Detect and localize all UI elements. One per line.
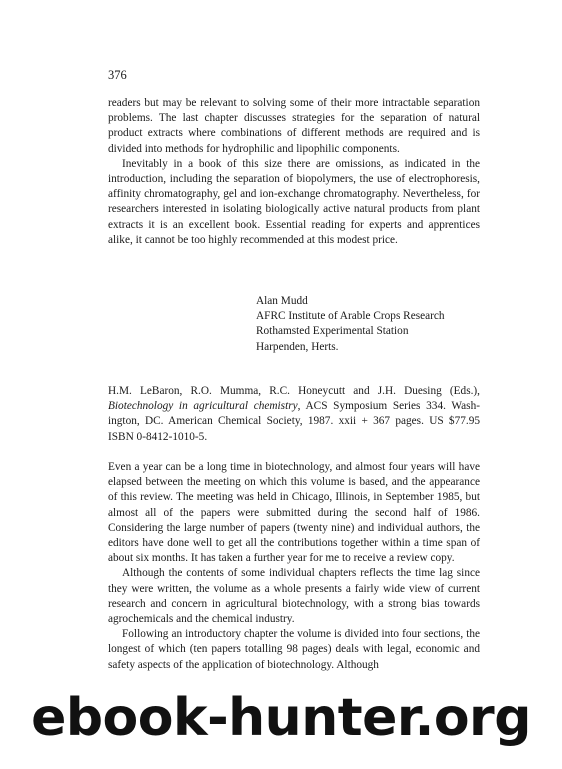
citation-editors: H.M. LeBaron, R.O. Mumma, R.C. Honeycutt and J.H. Duesing (Eds.), [108,385,480,397]
reviewer-institution: AFRC Institute of Arable Crops Research [256,310,445,323]
review2-body [108,460,480,673]
review2-paragraph-3: Following an introductory chapter the volume is divided into four sections, the longest of which (ten papers totalling 98 pages) deals with legal, economic and safety aspects of the application of biotechnology. Although [108,628,480,671]
review2-paragraph-2: Although the contents of some individual chapters reflects the time lag since they were written, the volume as a whole presents a fairly wide view of current research and concern in agricultural biotechnology, with a strong bias towards agrochemicals and the chemical industry. [108,567,480,626]
page-number: 376 [108,68,127,82]
watermark-text: ebook-hunter.org [31,688,531,748]
reviewer-station: Rothamsted Experimental Station [256,325,409,338]
review2-paragraph-1: Even a year can be a long time in biotechnology, and almost four years will have elapsed between the meeting on which this volume is based, and the appearance of this review. The meeting was held in Chicago, Illinois, in September 1985, but almost all of the papers were submitted during the second half of 1986. Considering the large number of papers (twenty nine) and individual authors, the editors have done well to get all the contributions together within a time span of about six months. It has taken a further year for me to receive a review copy. [108,461,480,565]
review1-body [108,96,480,248]
review1-paragraph-2: Inevitably in a book of this size there are omissions, as indicated in the introduction, including the separation of biopolymers, the use of electrophoresis, affinity chromatography, gel and ion-exchange chromatography. Nevertheless, for researchers interested in isolating biologically active natural products from plant extracts it is an excellent book. Essential reading for experts and apprentices alike, it cannot be too highly recommended at this modest price. [108,157,480,246]
citation-details: , ACS Symposium Series 334. Washington, DC. American Chemical Society, 1987. xxii + 367 pages. US $77.95 ISBN 0-8412-1010-5. [108,400,480,443]
reviewer-name: Alan Mudd [256,295,308,307]
review1-paragraph-1: readers but may be relevant to solving some of their more intractable separation problems. The last chapter discusses strategies for the separation of natural product extracts where combinations of different methods are required and is divided into methods for hydrophilic and lipophilic components. [108,97,480,155]
reviewer-signature [256,294,445,355]
reviewer-location: Harpenden, Herts. [256,340,339,353]
citation-title: Biotechnology in agricultural chemistry [108,400,298,413]
book-citation [108,384,480,445]
